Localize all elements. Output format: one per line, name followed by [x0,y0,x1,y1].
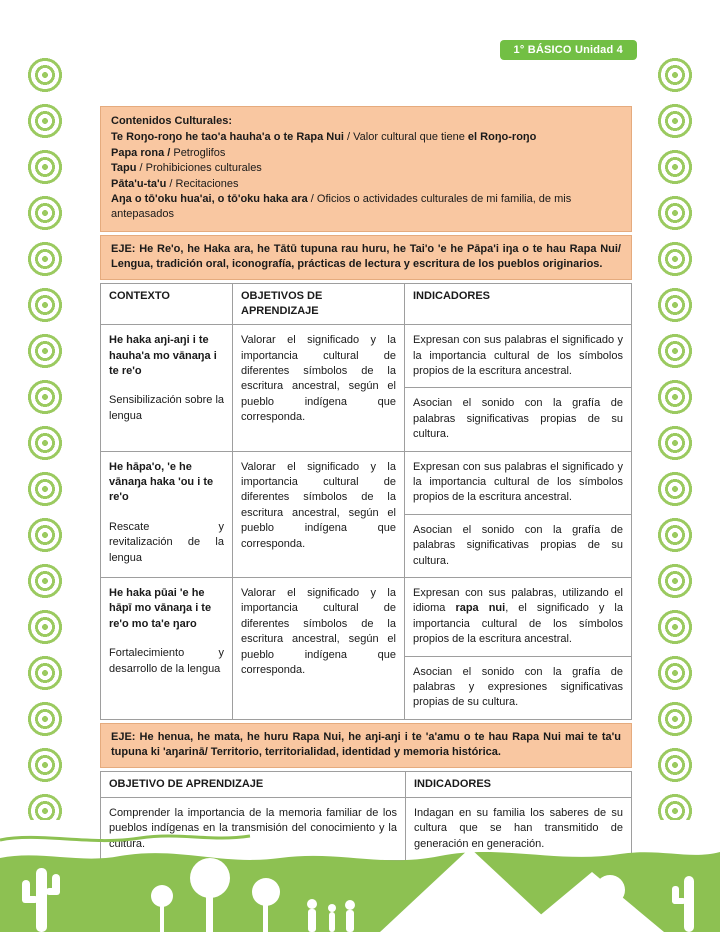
table-row [101,325,631,451]
context-cell [101,452,233,577]
context-subtitle: Fortalecimiento y desarrollo de la lengua [109,647,224,675]
bottom-landscape-ornament [0,820,720,932]
cultural-contents-box [100,106,632,232]
cultural-contents-title: Contenidos Culturales: [111,115,233,127]
eje-banner-2: EJE: He henua, he mata, he huru Rapa Nui, he aŋi-aŋi i te 'a'amu o te hau Rapa Nui mai te ta'u tupuna ki 'aŋarinā/ Territorio, territorialidad, identidad y memoria histórica. [100,723,632,768]
header-objetivos: OBJETIVOS DE APRENDIZAJE [233,284,405,325]
header-indicadores: INDICADORES [413,289,491,302]
document-content [100,106,632,864]
table-header-row [101,284,631,326]
objective-cell: Valorar el significado y la importancia cultural de diferentes símbolos de la escritura ancestral, según el pueblo indígena que corresponda. [233,452,405,577]
right-ornament-border [652,52,698,820]
indicators-cell [405,325,631,450]
cultural-item: Tapu / Prohibiciones culturales [111,162,262,175]
learning-objectives-table [100,283,632,720]
cultural-item: Te Roŋo-roŋo he tao'a hauha'a o te Rapa Nui / Valor cultural que tiene el Roŋo-roŋo [111,131,537,144]
header-indicadores: INDICADORES [414,777,492,790]
indicator-1: Expresan con sus palabras, utilizando el idioma rapa nui, el significado y la importancia cultural de los símbolos propios de la escritura ancestral. [405,578,631,657]
context-cell [101,578,233,719]
cultural-item: Pāta'u-ta'u / Recitaciones [111,177,239,190]
table-row [101,452,631,578]
indicator-1: Expresan con sus palabras el significado y la importancia cultural de los símbolos propios de la escritura ancestral. [405,452,631,515]
context-title: He hāpa'o, 'e he vānaŋa haka 'ou i te re'o [109,460,214,504]
context-title: He haka pūai 'e he hāpī mo vānaŋa i te re'o mo ta'e ŋaro [109,586,212,630]
objective-cell: Comprender la importancia de la memoria familiar de los pueblos indígenas en la transmisión del conocimiento y la cultura. [101,798,406,860]
context-title: He haka aŋi-aŋi i te hauha'a mo vānaŋa i te re'o [109,334,217,378]
cultural-item: Papa rona / Petroglifos [111,146,226,159]
indicator-2: Asocian el sonido con la grafía de palabras significativas propias de su cultura. [413,523,623,567]
indicator-1: Expresan con sus palabras el significado y la importancia cultural de los símbolos propios de la escritura ancestral. [405,325,631,388]
indicators-cell [405,578,631,719]
left-ornament-border [22,52,68,820]
unit-badge: 1° BÁSICO Unidad 4 [500,40,637,60]
context-cell [101,325,233,450]
objective-cell: Valorar el significado y la importancia cultural de diferentes símbolos de la escritura ancestral, según el pueblo indígena que corresponda. [233,325,405,450]
table-header-row [101,772,631,798]
header-contexto: CONTEXTO [101,284,233,325]
indicator-2: Asocian el sonido con la grafía de palabras significativas propias de su cultura. [413,397,623,441]
context-subtitle: Sensibilización sobre la lengua [109,394,224,422]
indicator-2: Asocian el sonido con la grafía de palabras y expresiones significativas propias de su cultura. [413,665,623,709]
indicators-cell [405,452,631,577]
cultural-item: Aŋa o tō'oku hua'ai, o tō'oku haka ara / Oficios o actividades culturales de mi familia, de mis antepasados [111,192,572,221]
table-row [101,578,631,719]
objective-cell: Valorar el significado y la importancia cultural de diferentes símbolos de la escritura ancestral, según el pueblo indígena que corresponda. [233,578,405,719]
header-objetivo: OBJETIVO DE APRENDIZAJE [101,772,406,797]
eje-banner-1: EJE: He Re'o, he Haka ara, he Tātū tupuna rau huru, he Tai'o 'e he Pāpa'i iŋa o te hau Rapa Nui/ Lengua, tradición oral, iconografía, prácticas de lectura y escritura de los pueblos originarios. [100,235,632,280]
context-subtitle: Rescate y revitalización de la lengua [109,520,224,564]
indicator-cell: Indagan en su familia los saberes de su cultura que se han transmitido de generación en generación. [414,806,623,850]
